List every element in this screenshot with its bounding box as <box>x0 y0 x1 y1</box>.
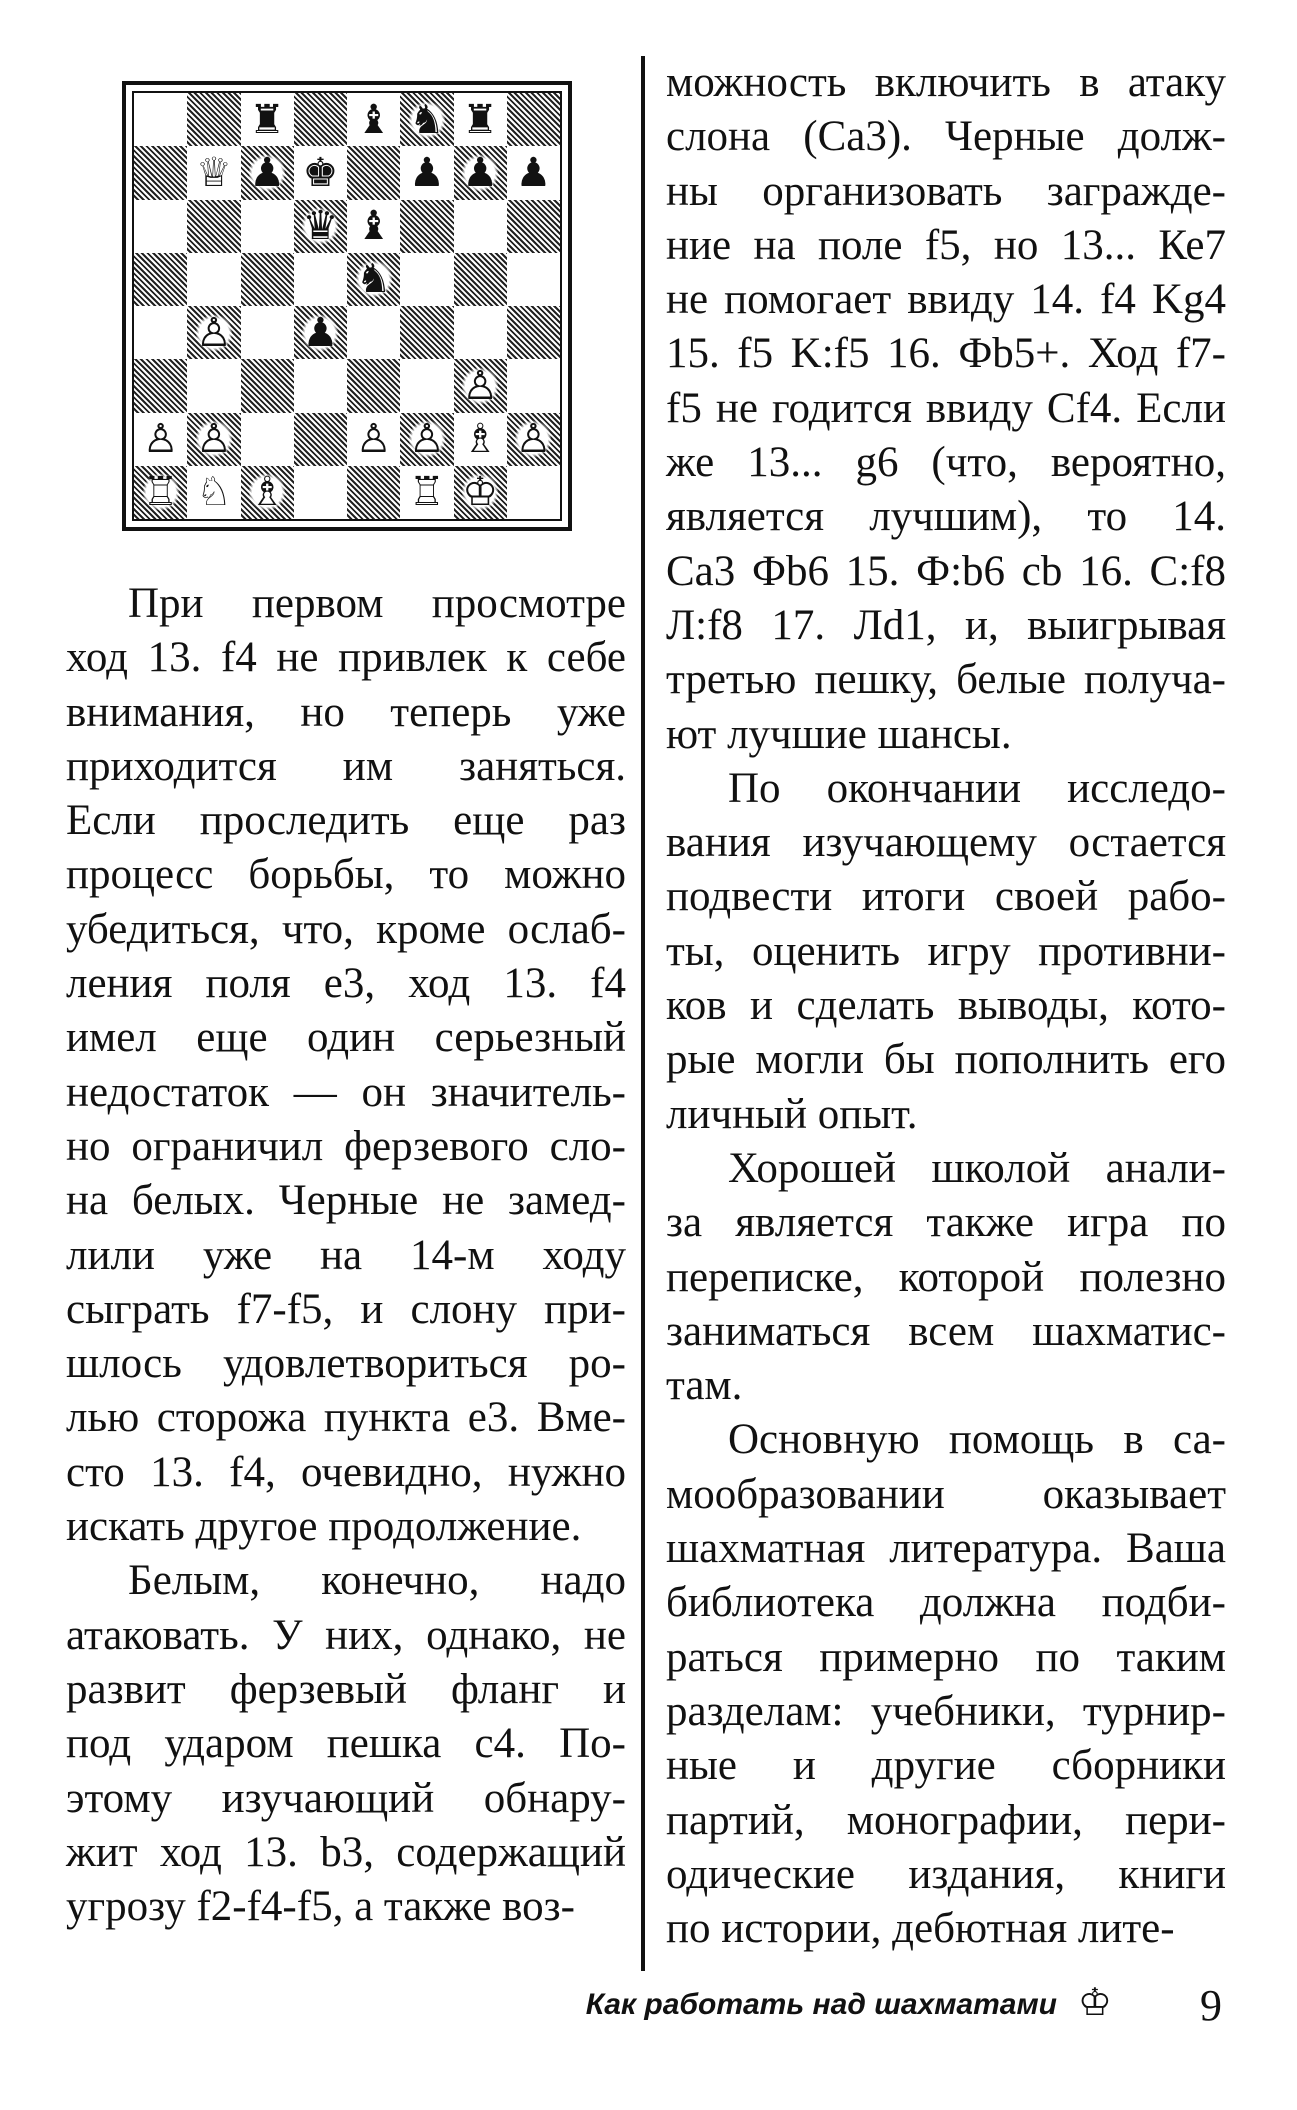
text-line: третью пешку, белые получа- <box>666 656 1226 704</box>
text-line: лью сторожа пункта е3. Вме- <box>66 1394 626 1442</box>
text-line: этому изучающий обнару- <box>66 1774 626 1822</box>
text-line: сыграть f7-f5, и слону при- <box>66 1285 626 1333</box>
board-square <box>507 306 560 359</box>
text-line: по истории, дебютная лите- <box>666 1905 1175 1953</box>
chess-piece: ♞ <box>408 96 445 143</box>
chess-piece: ♟ <box>462 149 499 196</box>
chess-diagram <box>122 81 572 531</box>
board-square <box>347 93 400 146</box>
text-line: под ударом пешка с4. По- <box>66 1720 626 1768</box>
board-square <box>134 253 187 306</box>
text-line: шлось удовлетвориться ро- <box>66 1340 626 1388</box>
chess-piece: ♙ <box>515 416 552 463</box>
text-line: слона (Са3). Черные долж- <box>666 113 1226 161</box>
text-line: лили уже на 14-м ходу <box>66 1231 626 1279</box>
board-square <box>134 413 187 466</box>
text-line: рые могли бы пополнить его <box>666 1036 1226 1084</box>
left-column <box>66 577 626 1934</box>
board-square <box>400 359 453 412</box>
page-number: 9 <box>1200 1981 1222 2030</box>
board-square <box>241 146 294 199</box>
text-line: ние на поле f5, но 13... Ке7 <box>666 221 1226 269</box>
board-square <box>294 93 347 146</box>
text-line: Хорошей школой анали- <box>728 1144 1226 1192</box>
chess-piece: ♚ <box>302 149 339 196</box>
board-square <box>507 466 560 519</box>
chess-piece: ♙ <box>195 416 232 463</box>
chess-piece: ♙ <box>142 416 179 463</box>
chess-piece: ♝ <box>355 203 392 250</box>
chess-piece: ♕ <box>195 149 232 196</box>
text-line: ют лучшие шансы. <box>666 710 1012 758</box>
board-square <box>454 200 507 253</box>
board-square <box>134 200 187 253</box>
text-line: вания изучающему остается <box>666 819 1226 867</box>
chess-piece: ♗ <box>462 416 499 463</box>
text-line: Са3 Фb6 15. Ф:b6 cb 16. C:f8 <box>666 547 1226 595</box>
board-square <box>294 306 347 359</box>
text-line: По окончании исследо- <box>728 764 1226 812</box>
chess-piece: ♖ <box>408 469 445 516</box>
text-line: При первом просмотре <box>128 580 626 627</box>
text-line: ков и сделать выводы, кото- <box>666 982 1226 1030</box>
board-square <box>134 306 187 359</box>
board-square <box>294 466 347 519</box>
board-square <box>187 93 240 146</box>
text-line: разделам: учебники, турнир- <box>666 1687 1226 1735</box>
text-line: одические издания, книги <box>666 1850 1226 1898</box>
board-square <box>134 146 187 199</box>
chess-piece: ♖ <box>142 469 179 516</box>
board-square <box>400 306 453 359</box>
running-title: Как работать над шахматами <box>585 1988 1057 2021</box>
board-square <box>294 413 347 466</box>
board-square <box>187 253 240 306</box>
board-square <box>294 146 347 199</box>
page-footer <box>0 1980 1297 2040</box>
chess-piece: ♝ <box>355 96 392 143</box>
text-line: Основную помощь в са- <box>728 1416 1226 1464</box>
board-square <box>507 413 560 466</box>
chess-piece: ♘ <box>195 469 232 516</box>
chess-piece: ♗ <box>249 469 286 516</box>
text-line: f5 не годится ввиду Cf4. Если <box>666 384 1226 432</box>
board-square <box>507 359 560 412</box>
chess-piece: ♟ <box>515 149 552 196</box>
text-line: ны организовать загражде- <box>666 167 1226 215</box>
board-square <box>400 200 453 253</box>
board-square <box>347 306 400 359</box>
board-square <box>454 93 507 146</box>
board-square <box>187 306 240 359</box>
text-line: на белых. Черные не замед- <box>66 1177 626 1225</box>
column-divider <box>641 56 645 1971</box>
chess-piece: ♙ <box>408 416 445 463</box>
text-line: можность включить в атаку <box>666 59 1226 106</box>
board-square <box>454 413 507 466</box>
text-line: сто 13. f4, очевидно, нужно <box>66 1448 626 1496</box>
board-square <box>507 253 560 306</box>
board-square <box>294 253 347 306</box>
text-line: Л:f8 17. Лd1, и, выигрывая <box>666 601 1226 649</box>
board-square <box>454 359 507 412</box>
text-line: ления поля е3, ход 13. f4 <box>66 960 626 1008</box>
board-square <box>187 146 240 199</box>
text-line: библиотека должна подби- <box>666 1579 1226 1627</box>
board-square <box>454 306 507 359</box>
board-square <box>241 306 294 359</box>
text-line: но ограничил ферзевого сло- <box>66 1122 626 1170</box>
board-square <box>507 146 560 199</box>
board-square <box>400 466 453 519</box>
board-square <box>187 200 240 253</box>
chess-piece: ♞ <box>355 256 392 303</box>
board-square <box>187 413 240 466</box>
right-column <box>666 56 1226 1956</box>
board-square <box>400 413 453 466</box>
board-square <box>241 413 294 466</box>
text-line: переписке, которой полезно <box>666 1253 1226 1301</box>
text-line: развит ферзевый фланг и <box>66 1665 626 1713</box>
text-line: атаковать. У них, однако, не <box>66 1611 626 1659</box>
chess-piece: ♜ <box>249 96 286 143</box>
text-line: искать другое продолжение. <box>66 1503 582 1551</box>
board-square <box>507 93 560 146</box>
board-square <box>400 253 453 306</box>
text-line: раться примерно по таким <box>666 1633 1226 1681</box>
board-square <box>241 466 294 519</box>
text-line: Если проследить еще раз <box>66 797 626 845</box>
board-square <box>347 466 400 519</box>
text-line: личный опыт. <box>666 1090 918 1138</box>
board-square <box>347 413 400 466</box>
board-square <box>454 253 507 306</box>
board-square <box>347 146 400 199</box>
text-line: процесс борьбы, то можно <box>66 851 626 899</box>
board-square <box>241 93 294 146</box>
chess-piece: ♟ <box>249 149 286 196</box>
text-line: является лучшим), то 14. <box>666 493 1226 541</box>
chess-piece: ♟ <box>302 309 339 356</box>
board-square <box>241 253 294 306</box>
chess-piece: ♙ <box>195 309 232 356</box>
text-line: внимания, но теперь уже <box>66 688 626 736</box>
text-line: партий, монографии, пери- <box>666 1796 1226 1844</box>
text-line: там. <box>666 1362 743 1410</box>
chess-piece: ♜ <box>462 96 499 143</box>
chess-piece: ♔ <box>462 469 499 516</box>
text-line: же 13... g6 (что, вероятно, <box>666 439 1226 487</box>
text-line: мообразовании оказывает <box>666 1470 1226 1518</box>
board-square <box>507 200 560 253</box>
board-square <box>134 466 187 519</box>
text-line: заниматься всем шахматис- <box>666 1307 1226 1355</box>
board-square <box>134 359 187 412</box>
board-square <box>241 200 294 253</box>
text-line: недостаток — он значитель- <box>66 1068 626 1116</box>
text-line: ход 13. f4 не привлек к себе <box>66 634 626 682</box>
board-square <box>187 466 240 519</box>
text-line: имел еще один серьезный <box>66 1014 626 1062</box>
text-line: ты, оценить игру противни- <box>666 927 1226 975</box>
board-square <box>454 146 507 199</box>
board-square <box>134 93 187 146</box>
chess-piece: ♙ <box>355 416 392 463</box>
text-line: подвести итоги своей рабо- <box>666 873 1226 921</box>
text-line: шахматная литература. Ваша <box>666 1525 1226 1573</box>
text-line: приходится им заняться. <box>66 742 626 790</box>
chess-board <box>132 91 562 521</box>
board-square <box>347 253 400 306</box>
chess-piece: ♟ <box>408 149 445 196</box>
text-line: жит ход 13. b3, содержащий <box>66 1828 626 1876</box>
board-square <box>241 359 294 412</box>
text-line: угрозу f2-f4-f5, а также воз- <box>66 1883 575 1931</box>
board-square <box>294 200 347 253</box>
text-line: 15. f5 K:f5 16. Фb5+. Ход f7- <box>666 330 1226 378</box>
text-line: ные и другие сборники <box>666 1742 1226 1790</box>
board-square <box>294 359 347 412</box>
board-square <box>187 359 240 412</box>
text-line: Белым, конечно, надо <box>128 1557 626 1605</box>
text-line: убедиться, что, кроме ослаб- <box>66 905 626 953</box>
chess-piece: ♙ <box>462 362 499 409</box>
chess-piece: ♛ <box>302 203 339 250</box>
board-square <box>347 200 400 253</box>
board-square <box>347 359 400 412</box>
text-line: не помогает ввиду 14. f4 Kg4 <box>666 276 1226 324</box>
chess-king-icon: ♔ <box>1077 1980 1112 2024</box>
text-line: за является также игра по <box>666 1199 1226 1247</box>
board-square <box>400 93 453 146</box>
board-square <box>400 146 453 199</box>
board-square <box>454 466 507 519</box>
